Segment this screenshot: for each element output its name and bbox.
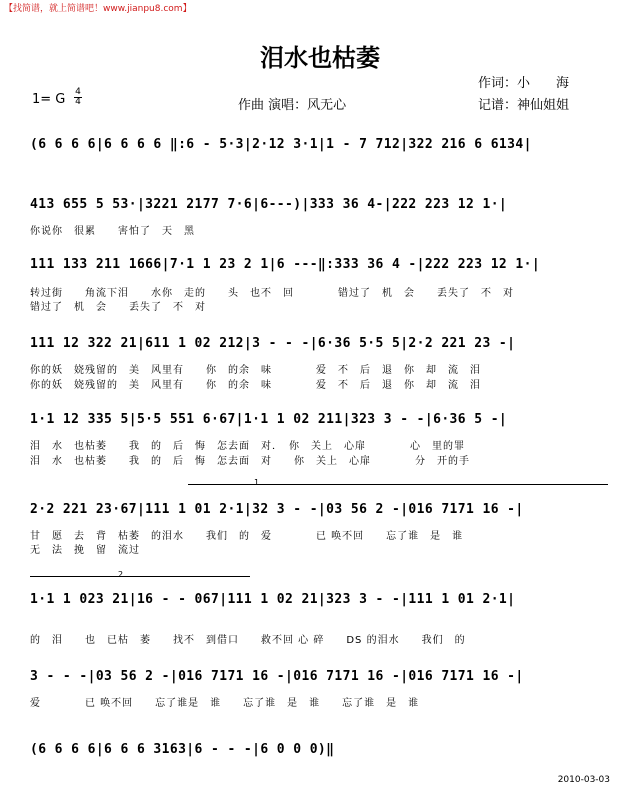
lyrics-6a: 甘 愿 去 背 枯萎 的泪水 我们 的 爱 已 唤不回 忘了谁 是 谁 <box>30 531 464 542</box>
time-signature-top: 4 <box>75 87 81 97</box>
notation-line-3: 111 133 211 1666|7·1 1 23 2 1|6 ---‖:333 36 4 -|222 223 12 1·| <box>30 257 541 272</box>
notation-line-1: (6 6 6 6|6 6 6 6 ‖:6 - 5·3|2·12 3·1|1 - 7 712|322 216 6 6134| <box>30 137 532 152</box>
lyrics-8a: 爱 已 唤不回 忘了谁是 谁 忘了谁 是 谁 忘了谁 是 谁 <box>30 698 420 709</box>
notation-line-7: 1·1 1 023 21|16 - - 067|111 1 02 21|323 3 - -|111 1 01 2·1| <box>30 592 516 607</box>
notation-line-9: (6 6 6 6|6 6 6 3163|6 - - -|6 0 0 0)‖ <box>30 742 335 757</box>
lyrics-4a: 你的妖 娆残留的 美 风里有 你 的余 味 爱 不 后 退 你 却 流 泪 <box>30 365 481 376</box>
lyrics-5a: 泪 水 也枯萎 我 的 后 悔 怎去面 对． 你 关上 心扉 心 里的罪 <box>30 441 465 452</box>
ending-bracket-1 <box>188 484 608 485</box>
composer-singer: 作曲 演唱：风无心 <box>238 98 347 113</box>
song-title: 泪水也枯萎 <box>260 44 380 72</box>
notation-line-4: 111 12 322 21|611 1 02 212|3 - - -|6·36 5·5 5|2·2 221 23 -| <box>30 336 516 351</box>
lyrics-2a: 你说你 很累 害怕了 天 黑 <box>30 226 195 237</box>
lyrics-6b: 无 法 挽 留 流过 <box>30 545 140 556</box>
lyrics-3b: 错过了 机 会 丢失了 不 对 <box>30 302 206 313</box>
date-stamp: 2010-03-03 <box>557 775 610 785</box>
lyricist: 作词：小 海 <box>478 76 570 91</box>
transcriber: 记谱：神仙姐姐 <box>478 98 570 113</box>
lyrics-3a: 转过街 角流下泪 水你 走的 头 也不 回 错过了 机 会 丢失了 不 对 <box>30 288 514 299</box>
time-signature <box>74 88 82 107</box>
time-signature-bottom: 4 <box>75 97 81 107</box>
lyrics-4b: 你的妖 娆残留的 美 风里有 你 的余 味 爱 不 后 退 你 却 流 泪 <box>30 380 481 391</box>
lyrics-7a: 的 泪 也 已枯 萎 找不 到借口 救不回 心 碎 DS 的泪水 我们 的 <box>30 635 466 646</box>
key-signature: 1= G <box>32 92 66 107</box>
site-banner[interactable]: 【找简谱，就上简谱吧！www.jianpu8.com】 <box>4 4 192 14</box>
ending-number-2: 2 <box>118 570 124 579</box>
ending-number-1: 1 <box>254 478 260 487</box>
notation-line-2: 413 655 5 53·|3221 2177 7·6|6---)|333 36 4-|222 223 12 1·| <box>30 197 508 212</box>
notation-line-5: 1·1 12 335 5|5·5 551 6·67|1·1 1 02 211|323 3 - -|6·36 5 -| <box>30 412 508 427</box>
notation-line-8: 3 - - -|03 56 2 -|016 7171 16 -|016 7171 16 -|016 7171 16 -| <box>30 669 524 684</box>
lyrics-5b: 泪 水 也枯萎 我 的 后 悔 怎去面 对 你 关上 心扉 分 开的手 <box>30 456 470 467</box>
ending-bracket-2 <box>30 576 250 577</box>
notation-line-6: 2·2 221 23·67|111 1 01 2·1|32 3 - -|03 56 2 -|016 7171 16 -| <box>30 502 524 517</box>
